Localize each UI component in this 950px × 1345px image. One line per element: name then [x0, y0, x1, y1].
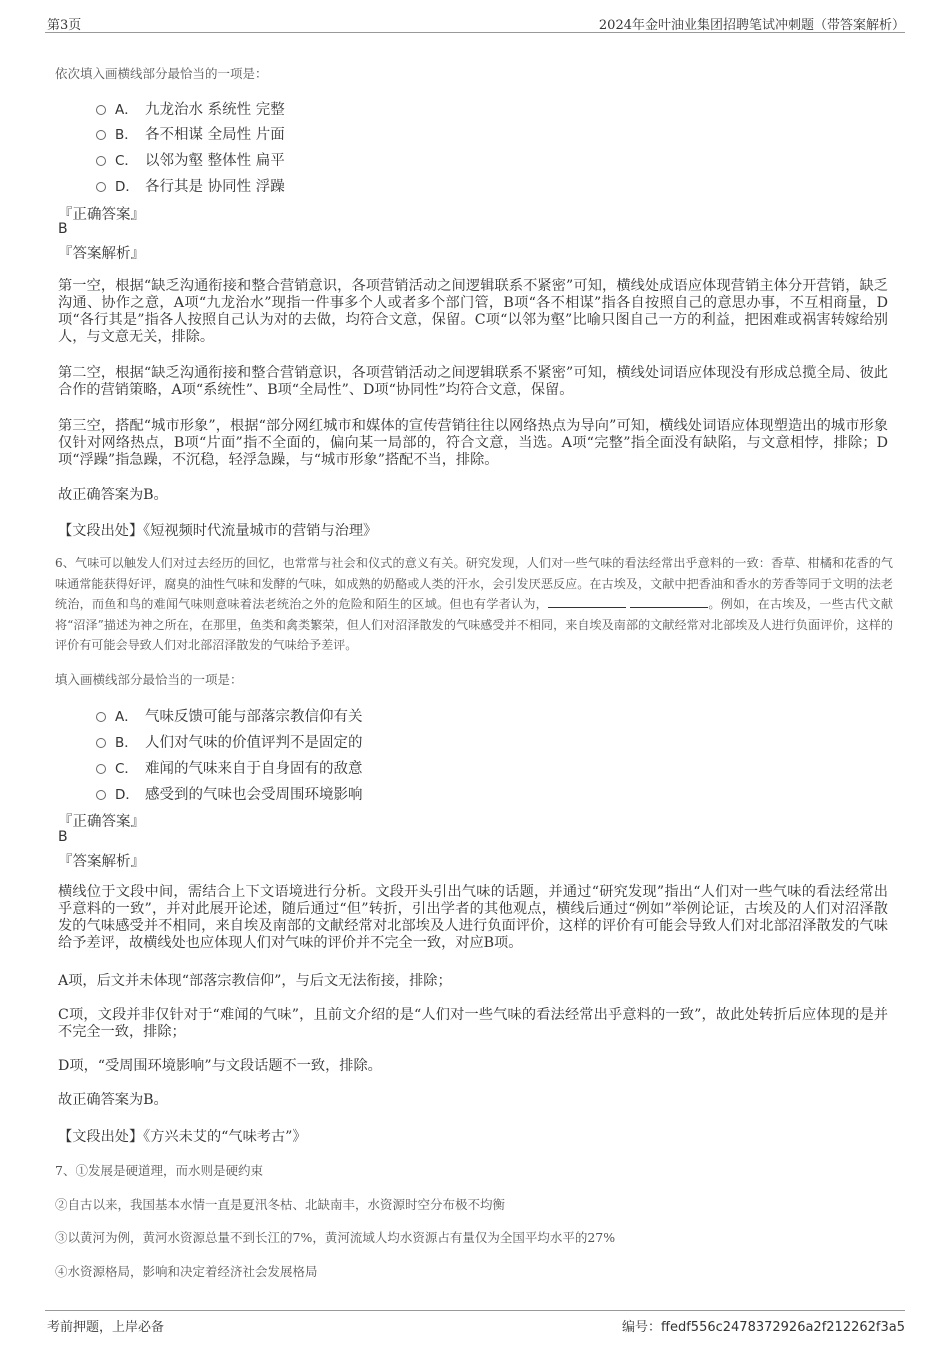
q6-option-c[interactable]: C． 难闻的气味来自于自身固有的敌意	[96, 757, 363, 778]
radio-icon[interactable]	[96, 764, 106, 774]
q7-item-4: ④水资源格局，影响和决定着经济社会发展格局	[55, 1264, 318, 1279]
q7-item-1: 7、①发展是硬道理，而水则是硬约束	[55, 1163, 263, 1178]
fill-blank	[630, 595, 708, 608]
q5-prompt: 依次填入画横线部分最恰当的一项是：	[55, 66, 268, 81]
q6-analysis-p4: D项，“受周围环境影响”与文段话题不一致，排除。	[58, 1058, 382, 1074]
document-code: 编号：ffedf556c2478372926a2f212262f3a5	[622, 1320, 905, 1335]
q7-item-3: ③以黄河为例，黄河水资源总量不到长江的7%，黄河流域人均水资源占有量仅为全国平均水平的27%	[55, 1230, 616, 1245]
q6-analysis-p3: C项，文段并非仅针对于“难闻的气味”，且前文介绍的是“人们对一些气味的看法经常出乎意料的一致”，故此处转折后应体现的是并不完全一致，排除；	[58, 1007, 888, 1040]
q5-option-c[interactable]: C． 以邻为壑 整体性 扁平	[96, 149, 285, 170]
q6-analysis-label: 『答案解析』	[58, 854, 145, 870]
q5-analysis-p1: 第一空，根据“缺乏沟通衔接和整合营销意识，各项营销活动之间逻辑联系不紧密”可知，横线处成语应体现营销主体分开营销，缺乏沟通、协作之意，A项“九龙治水”现指一件事多个人或者多个部门管，B项“各不相谋”指各自按照自己的意思办事，不互相商量，D项“各行其是”指各人按照自己认为对的去做，均符合文意，保留。C项“以邻为壑”比喻只图自己一方的利益，把困难或祸害转嫁给别人，与文意无关，排除。	[58, 278, 888, 345]
q7-item-2: ②自古以来，我国基本水情一直是夏汛冬枯、北缺南丰，水资源时空分布极不均衡	[55, 1197, 506, 1212]
q6-option-a[interactable]: A． 气味反馈可能与部落宗教信仰有关	[96, 705, 363, 726]
q6-analysis-p2: A项，后文并未体现“部落宗教信仰”，与后文无法衔接，排除；	[58, 973, 452, 989]
q6-prompt: 填入画横线部分最恰当的一项是：	[55, 672, 243, 687]
q6-analysis-p5: 故正确答案为B。	[58, 1092, 168, 1108]
q6-option-b[interactable]: B． 人们对气味的价值评判不是固定的	[96, 731, 363, 752]
radio-icon[interactable]	[96, 156, 106, 166]
page-footer	[45, 1310, 905, 1337]
q5-option-a[interactable]: A． 九龙治水 系统性 完整	[96, 98, 285, 119]
radio-icon[interactable]	[96, 790, 106, 800]
radio-icon[interactable]	[96, 712, 106, 722]
q5-analysis-p4: 故正确答案为B。	[58, 487, 168, 503]
q6-analysis-p1: 横线位于文段中间，需结合上下文语境进行分析。文段开头引出气味的话题，并通过“研究发现”指出“人们对一些气味的看法经常出乎意料的一致”，并对此展开论述，随后通过“但”转折，引出学者的其他观点，横线后通过“例如”举例论证，古埃及的人们对沼泽散发的气味感受并不相同，来自埃及南部的文献经常对北部埃及人进行负面评价，这样的评价有可能会导致人们对北部沼泽散发的气味给予差评，故横线处也应体现人们对气味的评价并不完全一致，对应B项。	[58, 884, 888, 951]
radio-icon[interactable]	[96, 182, 106, 192]
q5-option-b[interactable]: B． 各不相谋 全局性 片面	[96, 123, 285, 144]
q5-analysis-p2: 第二空，根据“缺乏沟通衔接和整合营销意识，各项营销活动之间逻辑联系不紧密”可知，横线处词语应体现没有形成总揽全局、彼此合作的营销策略，A项“系统性”、B项“全局性”、D项“协同性”均符合文意，保留。	[58, 365, 888, 398]
page-header	[45, 10, 905, 33]
q5-option-d[interactable]: D． 各行其是 协同性 浮躁	[96, 175, 285, 196]
q6-option-d[interactable]: D． 感受到的气味也会受周围环境影响	[96, 783, 363, 804]
q6-passage: 6、气味可以触发人们对过去经历的回忆，也常常与社会和仪式的意义有关。研究发现，人们对一些气味的看法经常出乎意料的一致：香草、柑橘和花香的气味通常能获得好评，腐臭的油性气味和发酵的气味，如成熟的奶酪或人类的汗水，会引发厌恶反应。在古埃及，文献中把香油和香水的芳香等同于文明的法老统治，而鱼和鸟的难闻气味则意味着法老统治之外的危险和陌生的区域。但也有学者认为， 。例如，在古埃及，一些古代文献将“沼泽”描述为神之所在，在那里，鱼类和禽类繁荣，但人们对沼泽散发的气味感受并不相同，来自埃及南部的文献经常对北部埃及人进行负面评价，这样的评价有可能会导致人们对北部沼泽散发的气味给予差评。	[55, 556, 893, 652]
q5-source: 【文段出处】《短视频时代流量城市的营销与治理》	[58, 523, 378, 539]
q5-analysis-p3: 第三空，搭配“城市形象”，根据“部分网红城市和媒体的宣传营销往往以网络热点为导向”可知，横线处词语应体现塑造出的城市形象仅针对网络热点，B项“片面”指不全面的，偏向某一局部的，符合文意，当选。A项“完整”指全面没有缺陷，与文意相悖，排除；D项“浮躁”指急躁，不沉稳，轻浮急躁，与“城市形象”搭配不当，排除。	[58, 418, 888, 468]
page-number: 第3页	[47, 18, 82, 33]
radio-icon[interactable]	[96, 130, 106, 140]
radio-icon[interactable]	[96, 738, 106, 748]
document-title: 2024年金叶油业集团招聘笔试冲刺题（带答案解析）	[598, 18, 905, 33]
fill-blank	[548, 595, 626, 608]
q5-analysis-label: 『答案解析』	[58, 246, 145, 262]
footer-motto: 考前押题，上岸必备	[47, 1320, 165, 1335]
q5-answer: B	[58, 221, 68, 237]
q5-answer-label: 『正确答案』	[58, 207, 145, 223]
q6-source: 【文段出处】《方兴未艾的“气味考古”》	[58, 1129, 307, 1145]
q6-answer-label: 『正确答案』	[58, 814, 145, 830]
radio-icon[interactable]	[96, 105, 106, 115]
q6-answer: B	[58, 829, 68, 845]
